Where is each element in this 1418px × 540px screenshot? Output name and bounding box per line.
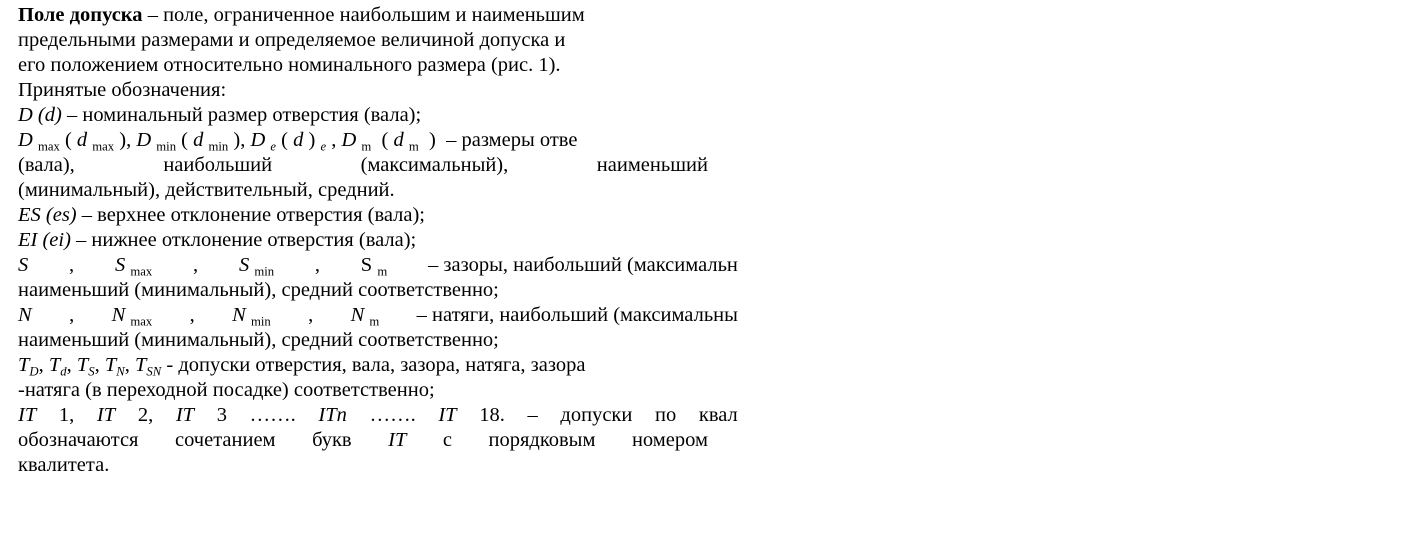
word: квал [698, 404, 738, 426]
sym-d: d [393, 129, 404, 151]
paren: ( [64, 129, 72, 151]
line-5-text: – номинальный размер отверстия (вала); [61, 104, 422, 126]
term-tolerance-zone: Поле допуска [18, 4, 143, 26]
sym-IT: IT [175, 404, 195, 426]
line-11: S , S $_{max}$ , S $_{min}$ , S $_m$ – зазоры, наибольший (максимальн [18, 254, 738, 279]
line-7 [18, 153, 708, 178]
line-1 [18, 3, 1418, 28]
sym-S: S [238, 254, 250, 276]
sym-T: T [18, 354, 30, 376]
sym-N: N [232, 304, 246, 326]
line-15: $T_D$, $T_d$, $T_S$, $T_N$, $T_{SN}$ - допуски отверстия, вала, зазора, натяга, зазора [18, 354, 586, 379]
line-3: его положением относительно номинального размера (рис. 1). [18, 54, 561, 76]
line-15-tail: - допуски отверстия, вала, зазора, натяга, зазора [161, 354, 586, 376]
sub-min: min [208, 139, 229, 154]
symbol-lower-deviation: EI (ei) [18, 229, 71, 251]
symbol-nominal-size: D (d) [18, 104, 62, 126]
line-10-text: – нижнее отклонение отверстия (вала); [70, 229, 417, 251]
sub-e: e [270, 139, 277, 154]
sym-T: T [104, 354, 117, 376]
sym-N: N [18, 304, 32, 326]
sub-min: min [250, 314, 271, 329]
line-2: предельными размерами и определяемое величиной допуска и [18, 29, 566, 51]
sym-IT: IT [96, 404, 116, 426]
line-18 [18, 428, 708, 453]
paren: ( [381, 129, 389, 151]
line-11-tail: – зазоры, наибольший (максимальн [428, 254, 738, 276]
dash: – [527, 404, 538, 426]
sym-S: S [18, 254, 29, 276]
sym-IT: IT [438, 404, 457, 426]
sym-D: D [136, 129, 152, 151]
word: (максимальный), [360, 154, 509, 176]
word: наибольший [163, 154, 273, 176]
sub-SN: SN [146, 364, 162, 379]
sub-e: e [320, 139, 327, 154]
paren: ) [429, 129, 436, 151]
sym-N: N [111, 304, 126, 326]
paren: ) [233, 129, 241, 151]
sym-T: T [135, 354, 147, 376]
line-12: наименьший (минимальный), средний соответственно; [18, 279, 499, 301]
symbol-upper-deviation: ES (es) [18, 204, 77, 226]
sym-d: d [193, 129, 204, 151]
line-16: -натяга (в переходной посадке) соответственно; [18, 379, 435, 401]
line-8: (минимальный), действительный, средний. [18, 179, 395, 201]
sub-S: S [88, 364, 95, 379]
paren: ) [308, 129, 316, 151]
line-13: N , N $_{max}$ , N $_{min}$ , N $_m$ – натяги, наибольший (максимальны [18, 304, 738, 329]
sub-m: m [369, 314, 380, 329]
sym-T: T [76, 354, 89, 376]
num: 18. [479, 404, 505, 426]
sub-m: m [361, 139, 372, 154]
line-5 [18, 103, 1418, 128]
sub-m: m [377, 264, 388, 279]
sym-S: S [360, 254, 373, 276]
line-10 [18, 228, 1418, 253]
comma: , [240, 129, 246, 151]
sub-d: d [60, 364, 67, 379]
num: 3 [216, 404, 227, 426]
sub-m: m [408, 139, 419, 154]
word: допуски [560, 404, 633, 426]
sym-d: d [76, 129, 88, 151]
sub-min: min [156, 139, 177, 154]
dots: ……. [249, 404, 296, 426]
sym-D: D [18, 129, 33, 151]
comma: , [126, 129, 132, 151]
num: 2, [137, 404, 154, 426]
sub-max: max [130, 314, 153, 329]
num: 1, [58, 404, 75, 426]
line-4: Принятые обозначения: [18, 79, 227, 101]
sym-ITn: ITn [318, 404, 347, 426]
paren: ) [119, 129, 127, 151]
sym-IT: IT [388, 429, 407, 451]
word: букв [312, 429, 352, 451]
line-6-tail: – размеры отве [446, 129, 578, 151]
paren: ( [181, 129, 188, 151]
definition-text: – поле, ограниченное наибольшим и наименьшим [142, 4, 585, 26]
line-17 [18, 403, 738, 428]
sym-S: S [114, 254, 126, 276]
sym-IT: IT [18, 404, 37, 426]
line-19: квалитета. [18, 454, 110, 476]
sym-N: N [350, 304, 365, 326]
sub-max: max [92, 139, 115, 154]
word: сочетанием [174, 429, 276, 451]
word: по [655, 404, 677, 426]
comma: , [331, 129, 337, 151]
line-14: наименьший (минимальный), средний соответственно; [18, 329, 499, 351]
sym-D: D [341, 129, 357, 151]
line-13-tail: – натяги, наибольший (максимальны [416, 304, 738, 326]
line-6 [18, 128, 1418, 153]
word: номером [631, 429, 708, 451]
word: обозначаются [18, 429, 139, 451]
sym-T: T [48, 354, 61, 376]
sub-max: max [37, 139, 60, 154]
sym-D: D [250, 129, 266, 151]
paren: ( [281, 129, 288, 151]
line-9 [18, 203, 1418, 228]
dots: ……. [369, 404, 416, 426]
word: наименьший [596, 154, 708, 176]
sub-D: D [29, 364, 39, 379]
sub-N: N [116, 364, 125, 379]
word: (вала), [18, 154, 75, 176]
word: порядковым [488, 429, 596, 451]
sym-d: d [293, 129, 304, 151]
sub-max: max [130, 264, 153, 279]
word: с [442, 429, 452, 451]
line-9-text: – верхнее отклонение отверстия (вала); [76, 204, 426, 226]
sub-min: min [254, 264, 275, 279]
